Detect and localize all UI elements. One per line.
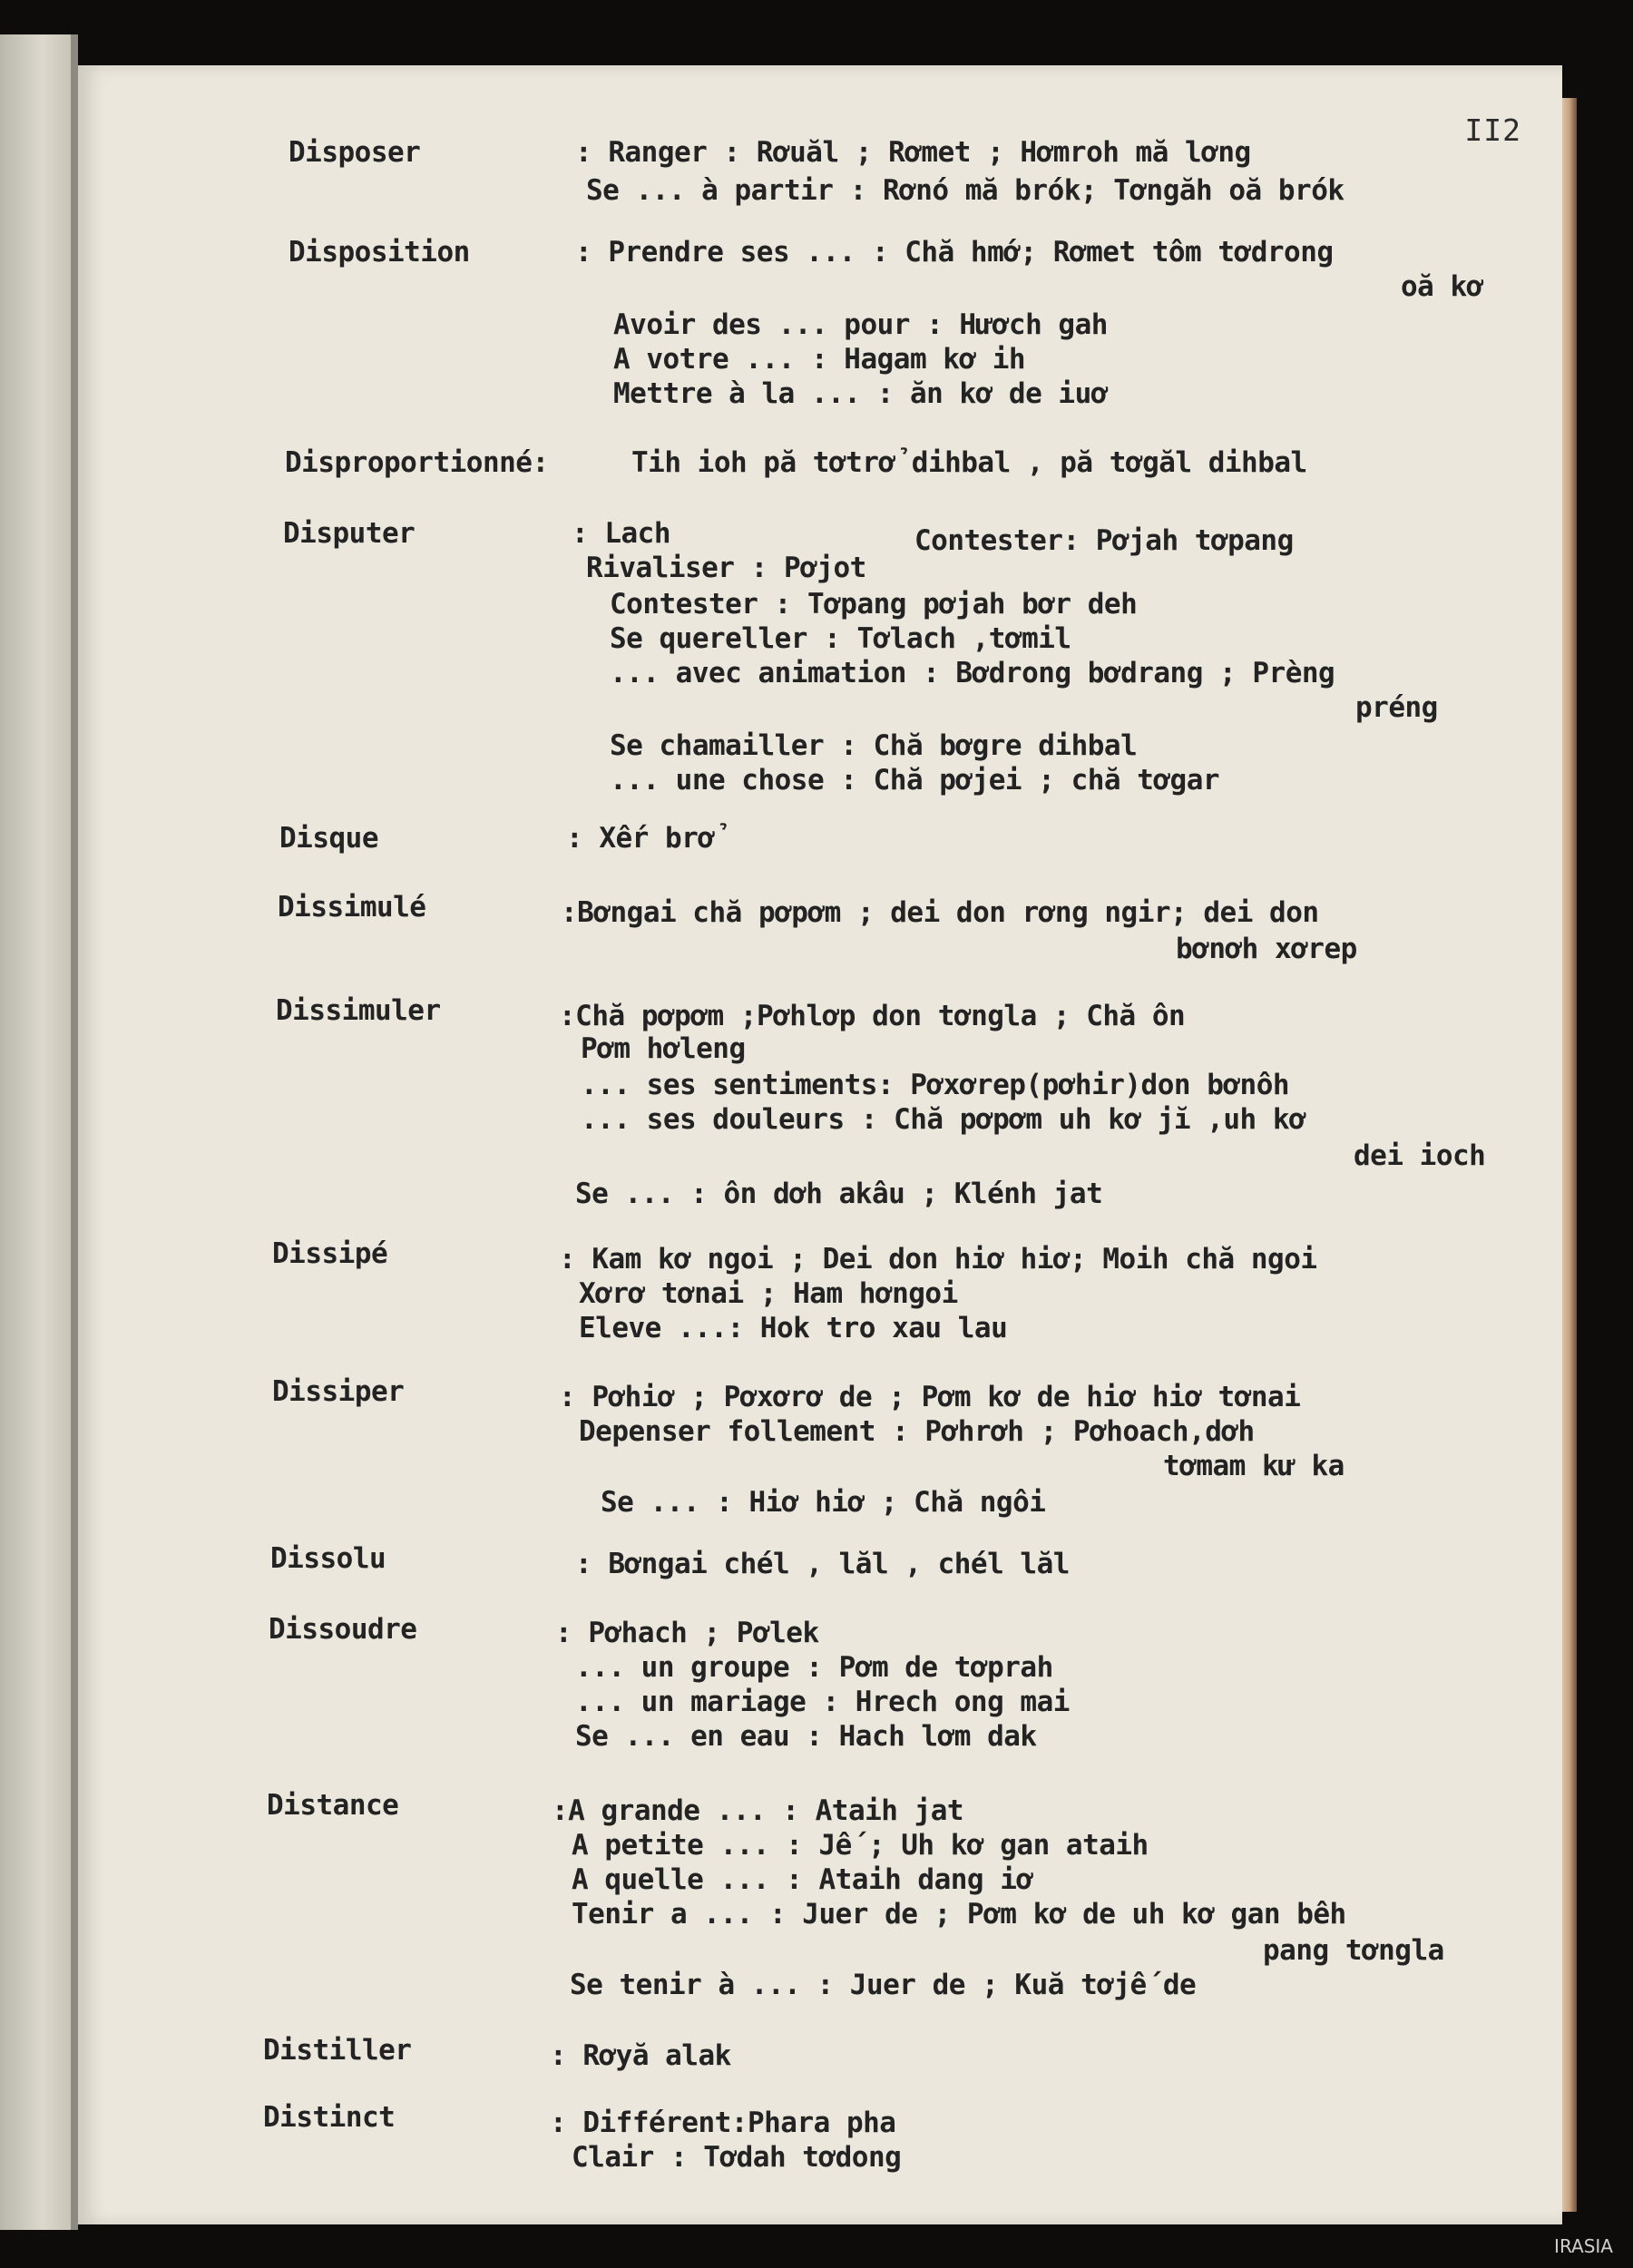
headword-disproportionne: Disproportionné: bbox=[285, 446, 549, 479]
headword-dissiper: Dissiper bbox=[272, 1375, 405, 1408]
definition-line: : Prendre ses ... : Chă hmớ; Rơmet tôm tơdrong bbox=[575, 236, 1334, 269]
headword-distiller: Distiller bbox=[263, 2034, 412, 2067]
definition-line: Avoir des ... pour : Hươch gah bbox=[613, 308, 1108, 341]
headword-dissimule: Dissimulé bbox=[278, 891, 426, 924]
definition-line: A petite ... : Jế ; Uh kơ gan ataih bbox=[572, 1829, 1149, 1862]
definition-line: : Kam kơ ngoi ; Dei don hiơ hiơ; Moih chă ngoi bbox=[559, 1243, 1317, 1276]
definition-line: pang tơngla bbox=[1263, 1934, 1444, 1967]
book-gutter bbox=[71, 34, 78, 2230]
definition-line: : Rơyă alak bbox=[550, 2039, 731, 2072]
definition-line: :Bơngai chă pơpơm ; dei don rơng ngir; dei don bbox=[561, 896, 1319, 929]
definition-line: ... un mariage : Hrech ong mai bbox=[575, 1686, 1070, 1718]
definition-line: Eleve ...: Hok tro xau lau bbox=[579, 1312, 1008, 1344]
definition-line: ... une chose : Chă pơjei ; chă tơgar bbox=[610, 764, 1220, 797]
definition-line: Se chamailler : Chă bơgre dihbal bbox=[610, 729, 1138, 762]
definition-line: ... avec animation : Bơdrong bơdrang ; Prèng bbox=[610, 657, 1335, 689]
definition-line: Se ... à partir : Rơnó mă brók; Tơngăh oă brók bbox=[586, 174, 1345, 207]
definition-line: : Différent:Phara pha bbox=[550, 2107, 896, 2139]
headword-distance: Distance bbox=[267, 1789, 399, 1822]
definition-line: : Pơhiơ ; Pơxơrơ de ; Pơm kơ de hiơ hiơ tơnai bbox=[559, 1381, 1301, 1413]
definition-line: :A grande ... : Ataih jat bbox=[552, 1794, 964, 1827]
definition-line: : Pơhach ; Pơlek bbox=[555, 1617, 819, 1649]
definition-line: Se ... en eau : Hach lơm dak bbox=[575, 1720, 1037, 1753]
dictionary-page bbox=[78, 65, 1562, 2224]
definition-line: Rivaliser : Pơjot bbox=[586, 552, 866, 584]
definition-line: : Lach bbox=[572, 517, 670, 550]
headword-distinct: Distinct bbox=[263, 2101, 396, 2134]
page-number: II2 bbox=[1464, 112, 1521, 148]
definition-line: préng bbox=[1355, 691, 1438, 724]
headword-dissipe: Dissipé bbox=[272, 1237, 388, 1270]
definition-line: ... un groupe : Pơm de tơprah bbox=[575, 1651, 1053, 1684]
definition-line: Mettre à la ... : ăn kơ de iuơ bbox=[613, 377, 1108, 410]
headword-dissoudre: Dissoudre bbox=[269, 1613, 417, 1646]
definition-line: : Ranger : Rơuăl ; Rơmet ; Hơmroh mă lơng bbox=[575, 136, 1251, 169]
headword-disposition: Disposition bbox=[288, 236, 470, 269]
headword-dissimuler: Dissimuler bbox=[276, 994, 441, 1027]
definition-line: Se quereller : Tơlach ,tơmil bbox=[610, 622, 1071, 655]
definition-line: dei ioch bbox=[1354, 1139, 1486, 1172]
headword-disposer: Disposer bbox=[288, 136, 421, 169]
left-page-edge bbox=[0, 34, 71, 2230]
definition-line: Xơrơ tơnai ; Ham hơngoi bbox=[579, 1277, 958, 1310]
definition-line: : Bơngai chél , lăl , chél lăl bbox=[575, 1548, 1070, 1580]
headword-disque: Disque bbox=[279, 822, 378, 855]
definition-line: Se ... : ôn dơh akâu ; Klénh jat bbox=[575, 1178, 1103, 1210]
definition-line: bơnơh xơrep bbox=[1176, 933, 1357, 965]
definition-line: :Chă pơpơm ;Pơhlơp don tơngla ; Chă ôn bbox=[559, 1000, 1186, 1032]
definition-line: Se tenir à ... : Juer de ; Kuă tơjế de bbox=[570, 1969, 1197, 2001]
definition-line: oă kơ bbox=[1401, 270, 1483, 303]
watermark: IRASIA bbox=[1554, 2235, 1613, 2257]
definition-line: Tih ioh pă tơtrở dihbal , pă tơgăl dihbal bbox=[631, 446, 1307, 479]
definition-line: : Xếr brở bbox=[566, 822, 715, 855]
definition-line: tơmam kư ka bbox=[1163, 1450, 1345, 1482]
definition-line: Contester: Pơjah tơpang bbox=[914, 524, 1294, 557]
definition-line: Clair : Tơdah tơdong bbox=[572, 2141, 902, 2174]
headword-disputer: Disputer bbox=[283, 517, 416, 550]
definition-line: Contester : Tơpang pơjah bơr deh bbox=[610, 588, 1138, 621]
definition-line: Depenser follement : Pơhrơh ; Pơhoach,dơh bbox=[579, 1415, 1255, 1448]
definition-line: ... ses sentiments: Pơxơrep(pơhir)don bơnôh bbox=[581, 1069, 1290, 1101]
definition-line: A votre ... : Hagam kơ ih bbox=[613, 343, 1026, 376]
definition-line: A quelle ... : Ataih dang iơ bbox=[572, 1863, 1033, 1896]
definition-line: Tenir a ... : Juer de ; Pơm kơ de uh kơ gan bêh bbox=[572, 1898, 1346, 1931]
definition-line: ... ses douleurs : Chă pơpơm uh kơ jĭ ,uh kơ bbox=[581, 1103, 1306, 1136]
definition-line: Pơm hơleng bbox=[581, 1032, 746, 1065]
headword-dissolu: Dissolu bbox=[270, 1542, 386, 1575]
definition-line: Se ... : Hiơ hiơ ; Chă ngôi bbox=[601, 1486, 1046, 1519]
page-stack-edge bbox=[1562, 98, 1577, 2212]
